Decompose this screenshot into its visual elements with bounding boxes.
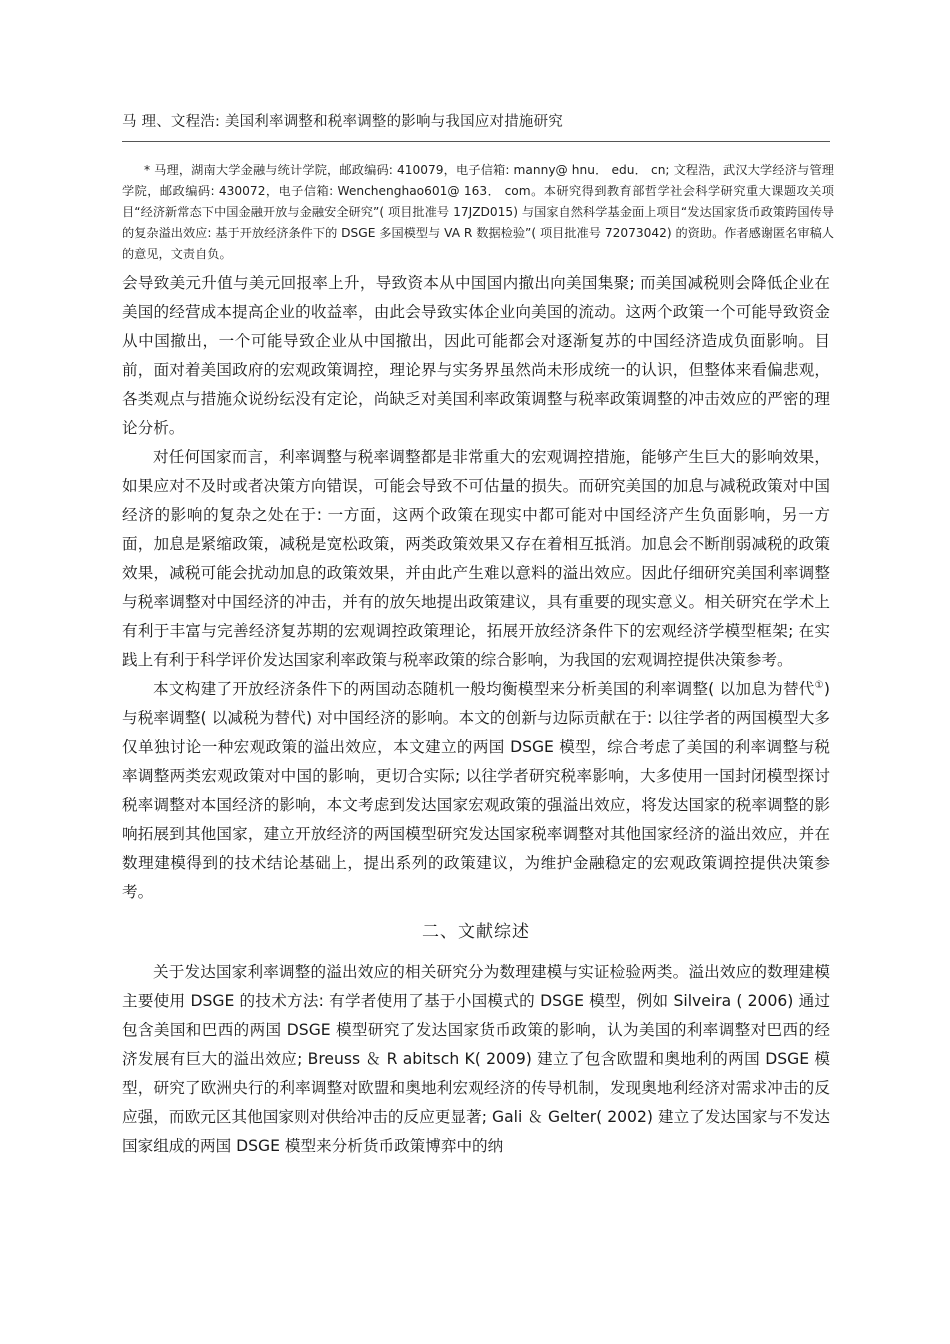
paragraph-2: 对任何国家而言，利率调整与税率调整都是非常重大的宏观调控措施，能够产生巨大的影响效果，如果应对不及时或者决策方向错误，可能会导致不可估量的损失。而研究美国的加息与减税政策对中国经济的影响的复杂之处在于: 一方面，这两个政策在现实中都可能对中国经济产生负面影响，另一方面，加息是紧缩政策，减税是宽松政策，两类政策效果又存在着相互抵消。加息会不断削弱减税的政策效果，减税可能会扰动加息的政策效果，并由此产生难以意料的溢出效应。因此仔细研究美国利率调整与税率调整对中国经济的冲击，并有的放矢地提出政策建议，具有重要的现实意义。相关研究在学术上有利于丰富与完善经济复苏期的宏观调控政策理论，拓展开放经济条件下的宏观经济学模型框架; 在实践上有利于科学评价发达国家利率政策与税率政策的综合影响，为我国的宏观调控提供决策参考。 (122, 448, 830, 669)
body-text (122, 269, 830, 1161)
paragraph-4: 关于发达国家利率调整的溢出效应的相关研究分为数理建模与实证检验两类。溢出效应的数理建模主要使用 DSGE 的技术方法: 有学者使用了基于小国模式的 DSGE 模型，例如 Silveira ( 2006) 通过包含美国和巴西的两国 DSGE 模型研究了发达国家货币政策的影响，认为美国的利率调整对巴西的经济发展有巨大的溢出效应; Breuss ＆ R abitsch K( 2009) 建立了包含欧盟和奥地利的两国 DSGE 模型，研究了欧洲央行的利率调整对欧盟和奥地利宏观经济的传导机制，发现奥地利经济对需求冲击的反应强，而欧元区其他国家则对供给冲击的反应更显著; Gali ＆ Gelter( 2002) 建立了发达国家与不发达国家组成的两国 DSGE 模型来分析货币政策博弈中的纳 (122, 963, 830, 1155)
section-heading: 二、文献综述 (422, 922, 530, 942)
author-footnote (122, 160, 834, 265)
paragraph-3 (122, 675, 830, 907)
header-rule (122, 141, 830, 142)
paragraph-3-part-1: 本文构建了开放经济条件下的两国动态随机一般均衡模型来分析美国的利率调整( 以加息为替代 (153, 680, 815, 698)
paragraph-1: 会导致美元升值与美元回报率上升，导致资本从中国国内撤出向美国集聚; 而美国减税则会降低企业在美国的经营成本提高企业的收益率，由此会导致实体企业向美国的流动。这两个政策一个可能导致资金从中国撤出，一个可能导致企业从中国撤出，因此可能都会对逐渐复苏的中国经济造成负面影响。目前，面对着美国政府的宏观政策调控，理论界与实务界虽然尚未形成统一的认识，但整体来看偏悲观，各类观点与措施众说纷纭没有定论，尚缺乏对美国利率政策调整与税率政策调整的冲击效应的严密的理论分析。 (122, 274, 830, 437)
running-header: 马 理、文程浩: 美国利率调整和税率调整的影响与我国应对措施研究 (122, 114, 564, 130)
footnote-marker[interactable]: ① (814, 679, 824, 691)
footnote-text: * 马理，湖南大学金融与统计学院，邮政编码: 410079，电子信箱: manny@ hnu． edu． cn; 文程浩，武汉大学经济与管理学院，邮政编码: 430072，电子信箱: Wenchenghao601@ 163． com。本研究得到教育部哲学社会科学研究重大课题攻关项目“经济新常态下中国金融开放与金融安全研究”( 项目批准号 17JZD015) 与国家自然科学基金面上项目“发达国家货币政策跨国传导的复杂溢出效应: 基于开放经济条件下的 DSGE 多国模型与 VA R 数据检验”( 项目批准号 72073042) 的资助。作者感谢匿名审稿人的意见，文责自负。 (122, 163, 834, 261)
paragraph-3-part-2: ) 与税率调整( 以减税为替代) 对中国经济的影响。本文的创新与边际贡献在于: 以往学者的两国模型大多仅单独讨论一种宏观政策的溢出效应，本文建立的两国 DSGE 模型，综合考虑了美国的利率调整与税率调整两类宏观政策对中国的影响，更切合实际; 以往学者研究税率影响，大多使用一国封闭模型探讨税率调整对本国经济的影响，本文考虑到发达国家宏观政策的强溢出效应，将发达国家的税率调整的影响拓展到其他国家，建立开放经济的两国模型研究发达国家税率调整对其他国家经济的溢出效应，并在数理建模得到的技术结论基础上，提出系列的政策建议，为维护金融稳定的宏观政策调控提供决策参考。 (122, 680, 830, 901)
